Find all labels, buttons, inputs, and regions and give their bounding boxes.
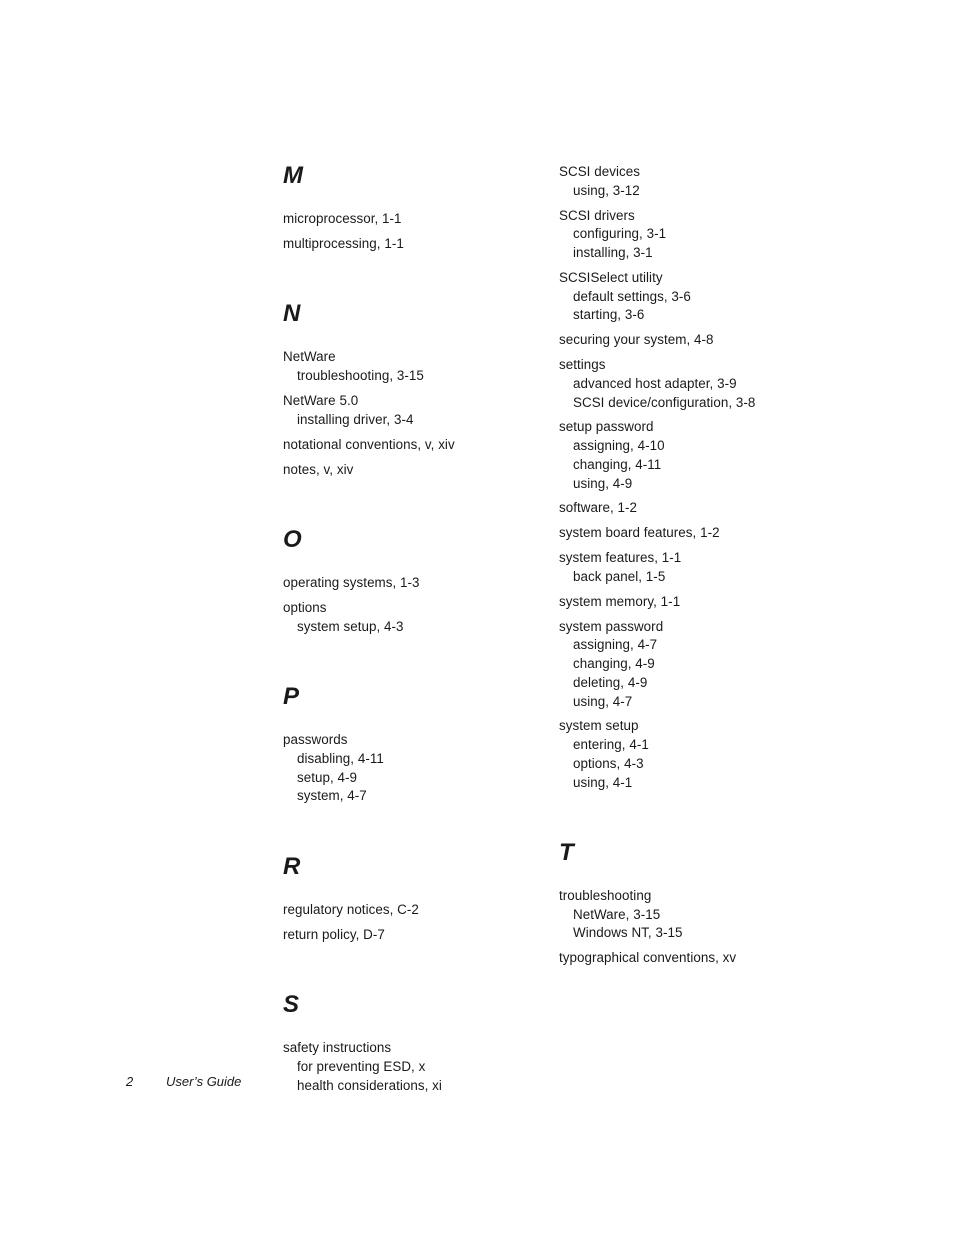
index-entry: typographical conventions, xv — [559, 950, 737, 966]
index-subentry: using, 4-9 — [573, 475, 633, 491]
index-entry: return policy, D-7 — [283, 926, 385, 942]
index-subentry: assigning, 4-10 — [573, 438, 665, 454]
section-letter: N — [283, 300, 301, 328]
index-entry: NetWare 5.0 — [283, 393, 359, 408]
index-entry: regulatory notices, C-2 — [283, 901, 419, 917]
index-entry: microprocessor, 1-1 — [283, 211, 402, 226]
index-entry: SCSISelect utility — [559, 269, 663, 285]
section-letter: M — [283, 162, 303, 189]
index-entry: notational conventions, v, xiv — [283, 436, 455, 452]
index-subentry: back panel, 1-5 — [573, 568, 666, 584]
index-entry: notes, v, xiv — [283, 461, 354, 477]
index-entry: options — [283, 599, 327, 615]
index-entry: setup password — [559, 419, 654, 435]
index-subentry: using, 4-1 — [573, 774, 633, 790]
index-entry: system memory, 1-1 — [559, 593, 681, 609]
section-letter: S — [283, 991, 300, 1019]
index-subentry: advanced host adapter, 3-9 — [573, 375, 737, 391]
index-subentry: for preventing ESD, x — [297, 1058, 426, 1074]
section-letter: T — [559, 839, 574, 866]
index-entry: system features, 1-1 — [559, 550, 682, 566]
index-entry: settings — [559, 357, 606, 373]
index-subentry: configuring, 3-1 — [573, 226, 667, 242]
index-subentry: troubleshooting, 3-15 — [297, 368, 424, 384]
index-entry: system setup — [559, 718, 639, 734]
index-entry: NetWare — [283, 349, 336, 365]
index-subentry: installing, 3-1 — [573, 245, 653, 260]
index-subentry: changing, 4-11 — [573, 456, 662, 472]
index-entry: passwords — [283, 732, 348, 748]
index-entry: software, 1-2 — [559, 500, 638, 516]
index-subentry: NetWare, 3-15 — [573, 906, 661, 922]
index-entry: operating systems, 1-3 — [283, 575, 420, 590]
index-entry: system board features, 1-2 — [559, 525, 720, 541]
index-subentry: using, 3-12 — [573, 182, 640, 198]
index-entry: SCSI drivers — [559, 207, 635, 223]
index-subentry: assigning, 4-7 — [573, 637, 658, 653]
footer-title: User’s Guide — [166, 1074, 242, 1089]
index-entry: securing your system, 4-8 — [559, 332, 714, 348]
section-letter: O — [283, 526, 302, 553]
index-subentry: using, 4-7 — [573, 693, 633, 709]
section-letter: R — [283, 852, 301, 880]
index-subentry: health considerations, xi — [297, 1077, 442, 1093]
index-subentry: system setup, 4-3 — [297, 618, 404, 634]
index-subentry: SCSI device/configuration, 3-8 — [573, 394, 756, 410]
page-number: 2 — [126, 1074, 134, 1089]
index-subentry: installing driver, 3-4 — [297, 411, 414, 427]
index-subentry: deleting, 4-9 — [573, 674, 648, 690]
index-entry: multiprocessing, 1-1 — [283, 235, 404, 251]
index-subentry: entering, 4-1 — [573, 737, 649, 753]
index-entry: safety instructions — [283, 1040, 392, 1056]
index-entry: SCSI devices — [559, 164, 640, 179]
index-subentry: system, 4-7 — [297, 788, 367, 804]
index-subentry: starting, 3-6 — [573, 307, 645, 323]
index-subentry: default settings, 3-6 — [573, 288, 691, 304]
index-subentry: setup, 4-9 — [297, 769, 358, 785]
index-entry: system password — [559, 618, 664, 634]
index-subentry: options, 4-3 — [573, 755, 644, 771]
index-subentry: Windows NT, 3-15 — [573, 925, 683, 941]
index-subentry: disabling, 4-11 — [297, 750, 384, 766]
index-entry: troubleshooting — [559, 888, 652, 903]
section-letter: P — [283, 683, 300, 711]
index-subentry: changing, 4-9 — [573, 656, 655, 672]
